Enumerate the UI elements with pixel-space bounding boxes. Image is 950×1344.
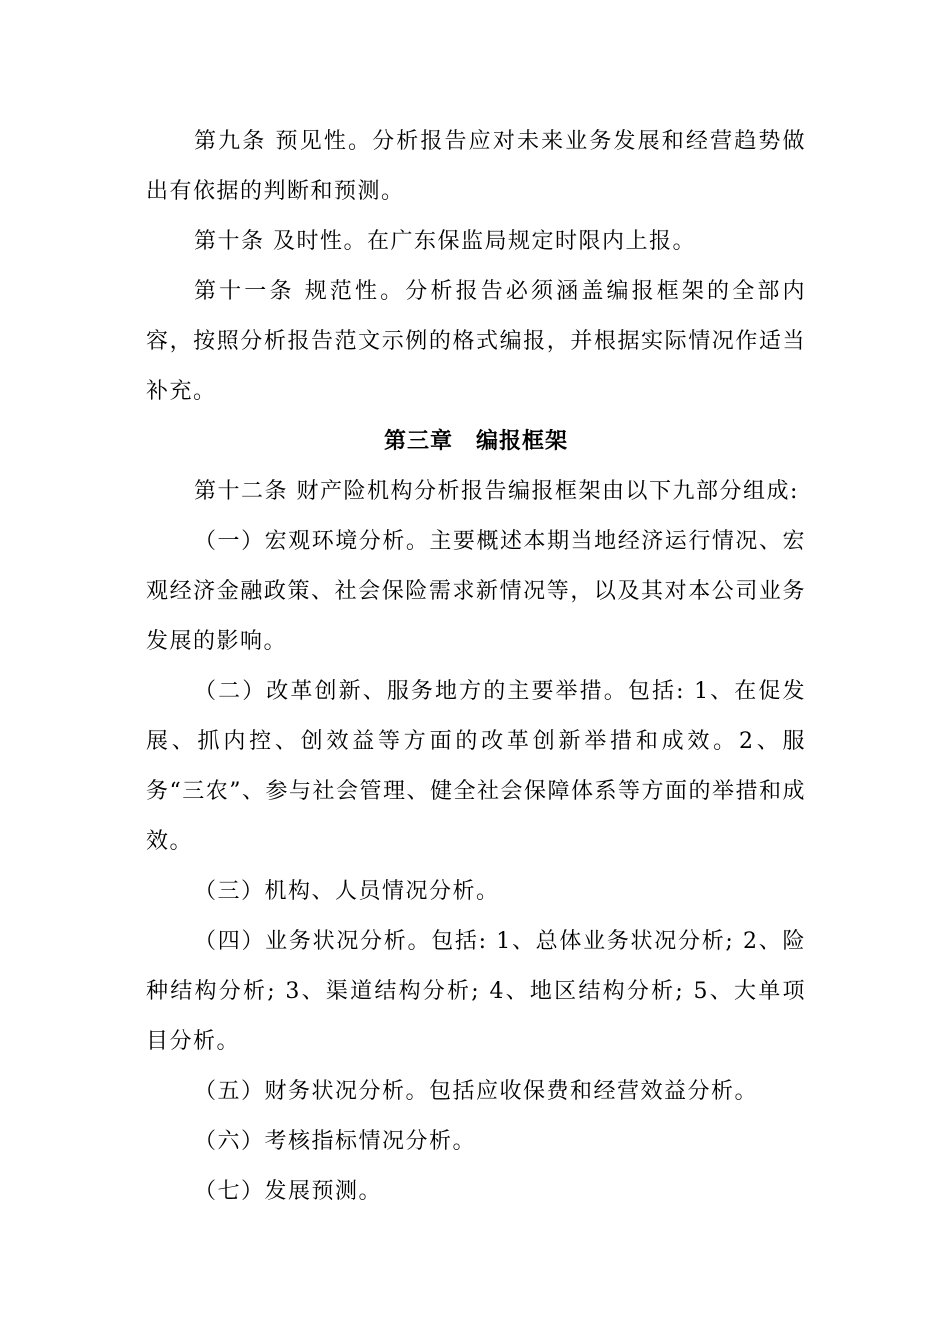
article-10: 第十条 及时性。在广东保监局规定时限内上报。 (194, 229, 696, 254)
article-11: 第十一条 规范性。分析报告必须涵盖编报框架的全部内容，按照分析报告范文示例的格式编报，并根据实际情况作适当补充。 (146, 279, 806, 404)
item-7: （七）发展预测。 (194, 1179, 383, 1204)
article-12: 第十二条 财产险机构分析报告编报框架由以下九部分组成: (194, 479, 799, 504)
article-9: 第九条 预见性。分析报告应对未来业务发展和经营趋势做出有依据的判断和预测。 (146, 129, 806, 204)
chapter-title: 第三章 编报框架 (383, 429, 568, 454)
item-4: （四）业务状况分析。包括: 1、总体业务状况分析; 2、险种结构分析; 3、渠道结构分析; 4、地区结构分析; 5、大单项目分析。 (146, 929, 806, 1054)
document-body (146, 117, 806, 1217)
item-5: （五）财务状况分析。包括应收保费和经营效益分析。 (194, 1079, 759, 1104)
item-2: （二）改革创新、服务地方的主要举措。包括: 1、在促发展、抓内控、创效益等方面的改革创新举措和成效。2、服务“三农”、参与社会管理、健全社会保障体系等方面的举措和成效。 (146, 679, 806, 854)
item-1: （一）宏观环境分析。主要概述本期当地经济运行情况、宏观经济金融政策、社会保险需求新情况等，以及其对本公司业务发展的影响。 (146, 529, 806, 654)
item-3: （三）机构、人员情况分析。 (194, 879, 500, 904)
item-6: （六）考核指标情况分析。 (194, 1129, 477, 1154)
